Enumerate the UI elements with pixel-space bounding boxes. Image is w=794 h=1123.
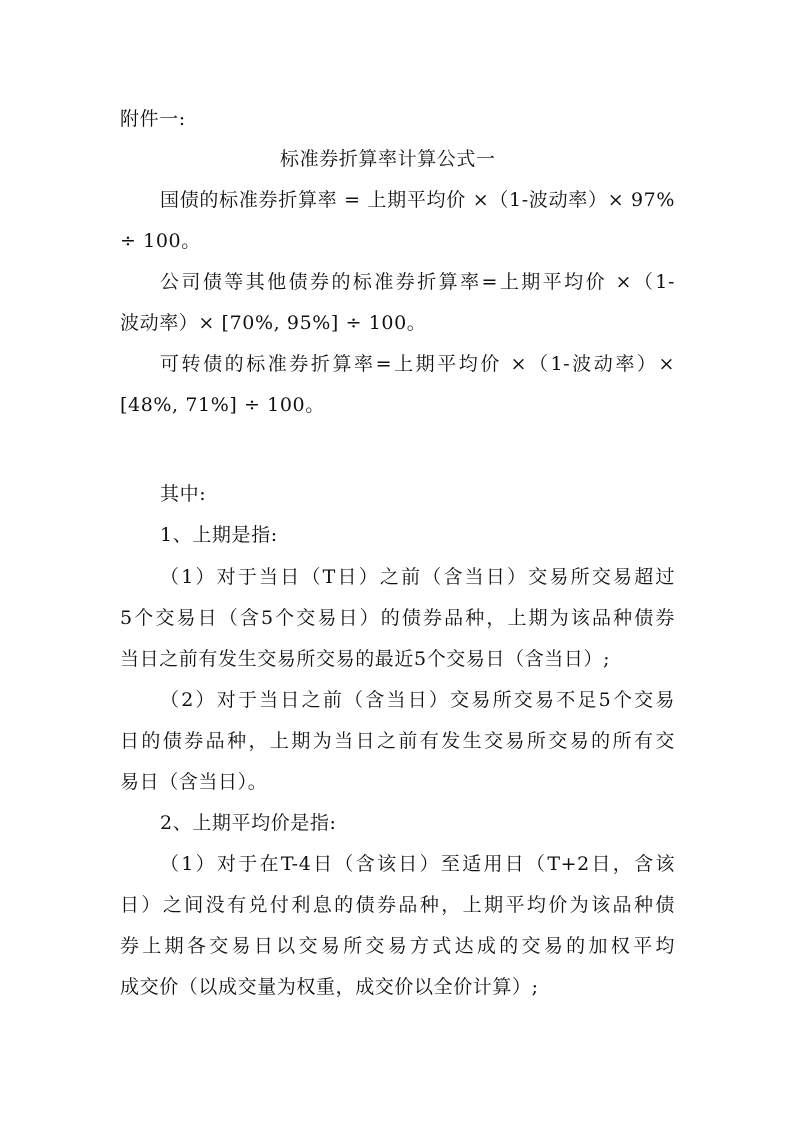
item1-sub1-line1: （1）对于当日（T日）之前（含当日）交易所交易超过 — [160, 566, 675, 588]
item1-sub1-line2: 5个交易日（含5个交易日）的债券品种，上期为该品种债券 — [120, 607, 675, 629]
formula-government-bond-line2: ÷ 100。 — [120, 230, 201, 252]
notes-intro: 其中: — [160, 483, 207, 505]
item1-sub1-line3: 当日之前有发生交易所交易的最近5个交易日（含当日）; — [120, 648, 611, 670]
item2-sub1-line2: 日）之间没有兑付利息的债券品种，上期平均价为该品种债 — [120, 894, 675, 916]
item2-sub1-line4: 成交价（以成交量为权重，成交价以全价计算）; — [120, 976, 539, 998]
attachment-label: 附件一: — [120, 108, 186, 130]
item2-sub1-line1: （1）对于在T-4日（含该日）至适用日（T+2日，含该 — [160, 853, 675, 875]
formula-government-bond-line1: 国债的标准券折算率 = 上期平均价 ×（1-波动率）× 97% — [160, 189, 675, 211]
formula-corporate-bond-line2: 波动率）× [70%, 95%] ÷ 100。 — [120, 312, 427, 334]
formula-corporate-bond-line1: 公司债等其他债券的标准券折算率=上期平均价 ×（1- — [160, 271, 675, 293]
formula-convertible-bond-line2: [48%, 71%] ÷ 100。 — [120, 394, 325, 416]
item2-sub1-line3: 券上期各交易日以交易所交易方式达成的交易的加权平均 — [120, 935, 675, 957]
formula-convertible-bond-line1: 可转债的标准券折算率=上期平均价 ×（1-波动率）× — [160, 353, 675, 375]
item1-sub2-line2: 日的债券品种，上期为当日之前有发生交易所交易的所有交 — [120, 730, 675, 752]
item1-heading: 1、上期是指: — [160, 524, 278, 546]
item1-sub2-line1: （2）对于当日之前（含当日）交易所交易不足5个交易 — [160, 689, 675, 711]
document-title: 标准券折算率计算公式一 — [280, 148, 496, 170]
item1-sub2-line3: 易日（含当日）。 — [120, 771, 268, 793]
item2-heading: 2、上期平均价是指: — [160, 812, 337, 834]
